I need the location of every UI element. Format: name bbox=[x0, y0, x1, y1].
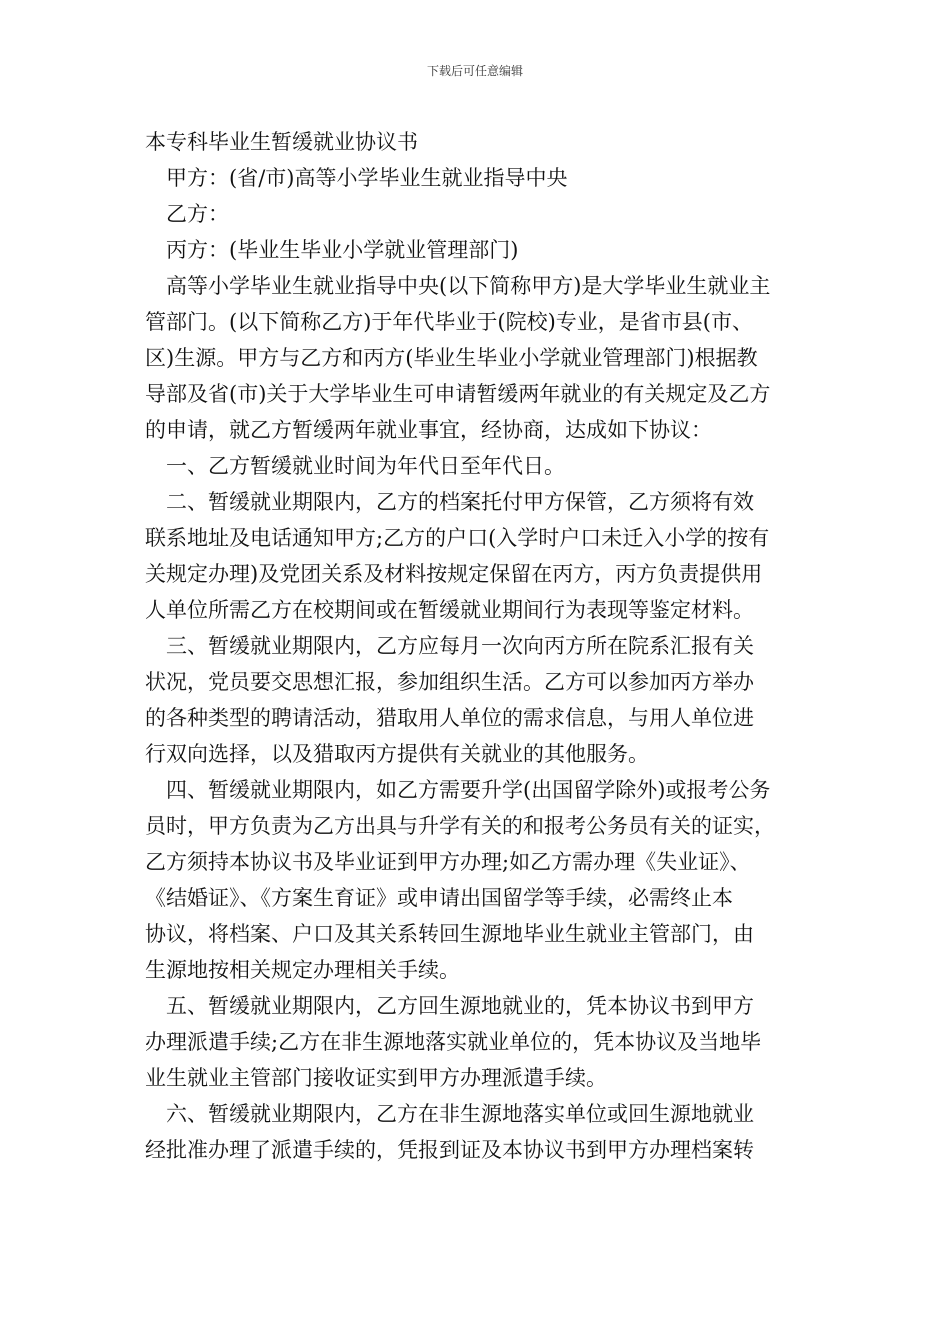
document-line: 二、暂缓就业期限内，乙方的档案托付甲方保管，乙方须将有效 bbox=[166, 490, 754, 514]
document-title: 本专科毕业生暂缓就业协议书 bbox=[145, 130, 418, 154]
header-note: 下载后可任意编辑 bbox=[426, 64, 523, 78]
document-line: 管部门。(以下简称乙方)于年代毕业于(院校)专业，是省市县(市、 bbox=[145, 310, 753, 334]
document-line: 区)生源。甲方与乙方和丙方(毕业生毕业小学就业管理部门)根据教 bbox=[145, 346, 758, 370]
document-line: 高等小学毕业生就业指导中央(以下简称甲方)是大学毕业生就业主 bbox=[166, 274, 771, 298]
document-line: 员时，甲方负责为乙方出具与升学有关的和报考公务员有关的证实， bbox=[145, 814, 775, 838]
document-body bbox=[145, 124, 825, 1168]
document-line: 协议，将档案、户口及其关系转回生源地毕业生就业主管部门，由 bbox=[145, 922, 754, 946]
document-line: 人单位所需乙方在校期间或在暂缓就业期间行为表现等鉴定材料。 bbox=[145, 598, 754, 622]
document-line: 乙方须持本协议书及毕业证到甲方办理;如乙方需办理《失业证》、 bbox=[145, 850, 751, 874]
document-line: 一、乙方暂缓就业时间为年代日至年代日。 bbox=[166, 454, 565, 478]
document-line: 联系地址及电话通知甲方;乙方的户口(入学时户口未迁入小学的按有 bbox=[145, 526, 770, 550]
document-line: 关规定办理)及党团关系及材料按规定保留在丙方，丙方负责提供用 bbox=[145, 562, 763, 586]
document-line: 导部及省(市)关于大学毕业生可申请暂缓两年就业的有关规定及乙方 bbox=[145, 382, 771, 406]
document-line: 四、暂缓就业期限内，如乙方需要升学(出国留学除外)或报考公务 bbox=[166, 778, 771, 802]
document-line: 的申请，就乙方暂缓两年就业事宜，经协商，达成如下协议： bbox=[145, 418, 712, 442]
document-line: 《结婚证》、《方案生育证》或申请出国留学等手续，必需终止本 bbox=[145, 886, 733, 910]
document-line: 办理派遣手续;乙方在非生源地落实就业单位的，凭本协议及当地毕 bbox=[145, 1030, 762, 1054]
document-line: 甲方：(省/市)高等小学毕业生就业指导中央 bbox=[166, 166, 568, 190]
document-line: 业生就业主管部门接收证实到甲方办理派遣手续。 bbox=[145, 1066, 607, 1090]
document-line: 生源地按相关规定办理相关手续。 bbox=[145, 958, 460, 982]
document-line: 行双向选择，以及猎取丙方提供有关就业的其他服务。 bbox=[145, 742, 649, 766]
document-line: 六、暂缓就业期限内，乙方在非生源地落实单位或回生源地就业 bbox=[166, 1102, 754, 1126]
document-line: 状况，党员要交思想汇报，参加组织生活。乙方可以参加丙方举办 bbox=[145, 670, 754, 694]
document-line: 丙方：(毕业生毕业小学就业管理部门) bbox=[166, 238, 519, 262]
document-line: 经批准办理了派遣手续的，凭报到证及本协议书到甲方办理档案转 bbox=[145, 1138, 754, 1162]
document-line: 三、暂缓就业期限内，乙方应每月一次向丙方所在院系汇报有关 bbox=[166, 634, 754, 658]
document-line: 的各种类型的聘请活动，猎取用人单位的需求信息，与用人单位进 bbox=[145, 706, 754, 730]
document-line: 乙方： bbox=[166, 202, 229, 226]
document-line: 五、暂缓就业期限内，乙方回生源地就业的，凭本协议书到甲方 bbox=[166, 994, 754, 1018]
